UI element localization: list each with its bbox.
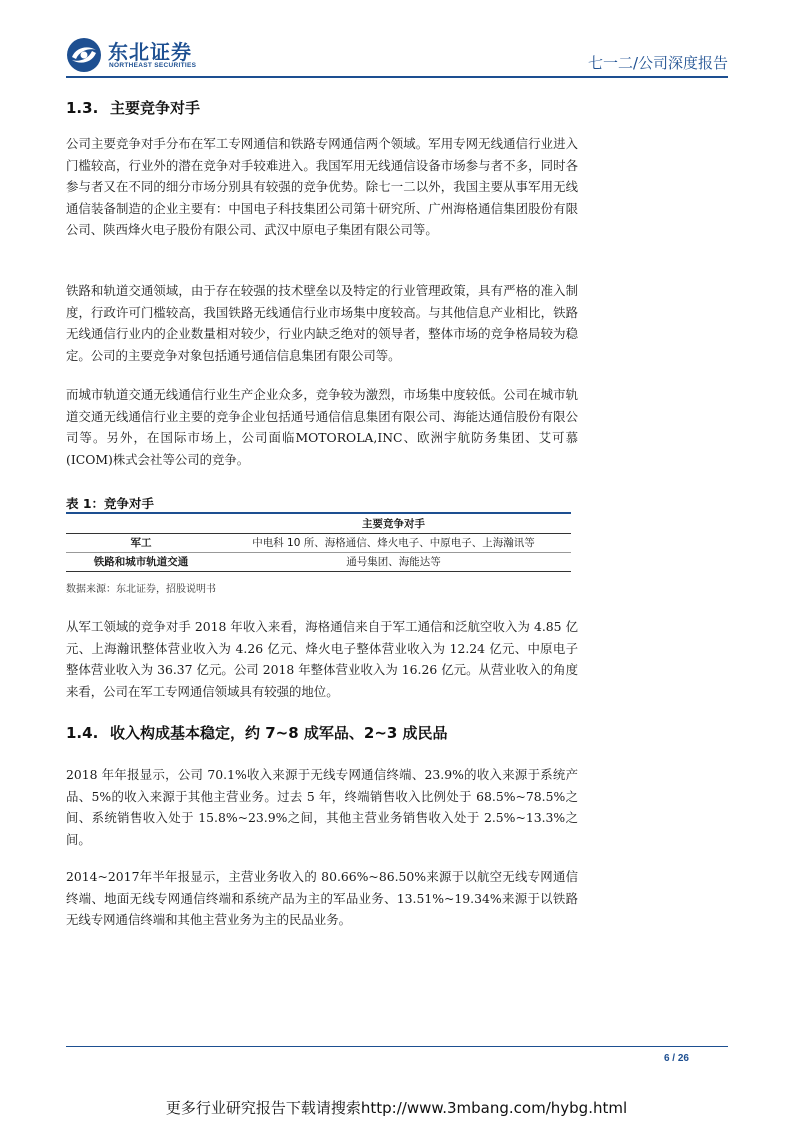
table-row xyxy=(66,533,571,552)
report-title: 七一二/公司深度报告 xyxy=(587,54,728,72)
row-value: 中电科 10 所、海格通信、烽火电子、中原电子、上海瀚讯等 xyxy=(216,533,571,552)
table-row xyxy=(66,552,571,571)
table-header-empty xyxy=(66,514,216,533)
table-title: 表 1：竞争对手 xyxy=(66,496,155,511)
row-label: 铁路和城市轨道交通 xyxy=(66,552,216,571)
section-number: 1.3. xyxy=(66,99,99,117)
footer-divider xyxy=(66,1046,728,1047)
logo-chinese-name: 东北证券 xyxy=(108,40,192,64)
company-logo xyxy=(66,34,236,74)
promo-link-text: 更多行业研究报告下载请搜索http://www.3mbang.com/hybg.html xyxy=(165,1099,628,1117)
paragraph-revenue-comparison: 从军工领域的竞争对手 2018 年收入来看，海格通信来自于军工通信和泛航空收入为 4.85 亿元、上海瀚讯整体营业收入为 4.26 亿元、烽火电子整体营业收入为 12.24 亿元、中原电子整体营业收入为 36.37 亿元。公司 2018 年整体营业收入为 16.26 亿元。从营业收入的角度来看，公司在军工专网通信领域具有较强的地位。 xyxy=(66,619,578,699)
table-header: 主要竞争对手 xyxy=(216,514,571,533)
paragraph-competitors-military: 公司主要竞争对手分布在军工专网通信和铁路专网通信两个领域。军用专网无线通信行业进入门槛较高，行业外的潜在竞争对手较难进入。我国军用无线通信设备市场参与者不多，同时各参与者又在不同的细分市场分别具有较强的竞争优势。除七一二以外，我国主要从事军用无线通信装备制造的企业主要有：中国电子科技集团公司第十研究所、广州海格通信集团股份有限公司、陕西烽火电子股份有限公司、武汉中原电子集团有限公司等。 xyxy=(66,136,578,237)
section-heading-1-4 xyxy=(66,722,448,743)
section-title: 主要竞争对手 xyxy=(110,99,201,117)
paragraph-revenue-2014-2017: 2014~2017年半年报显示，主营业务收入的 80.66%~86.50%来源于以航空无线专网通信终端、地面无线专网通信终端和系统产品为主的军品业务、13.51%~19.34%来源于以铁路无线专网通信终端和其他主营业务为主的民品业务。 xyxy=(66,869,578,927)
section-number: 1.4. xyxy=(66,724,99,742)
logo-english-name: NORTHEAST SECURITIES xyxy=(109,62,197,69)
page-header xyxy=(66,34,728,74)
header-divider xyxy=(66,76,728,78)
section-heading-1-3 xyxy=(66,97,200,118)
competitor-table xyxy=(66,514,571,572)
page-number: 6 / 26 xyxy=(663,1053,689,1064)
paragraph-revenue-2018: 2018 年年报显示，公司 70.1%收入来源于无线专网通信终端、23.9%的收入来源于系统产品、5%的收入来源于其他主营业务。过去 5 年，终端销售收入比例处于 68.5%~78.5%之间、系统销售收入处于 15.8%~23.9%之间，其他主营业务销售收入处于 2.5%~13.3%之间。 xyxy=(66,767,578,847)
northeast-securities-logo-icon xyxy=(66,37,102,73)
row-label: 军工 xyxy=(66,533,216,552)
paragraph-competitors-railway: 铁路和轨道交通领域，由于存在较强的技术壁垒以及特定的行业管理政策，具有严格的准入制度，行政许可门槛较高，我国铁路无线通信行业市场集中度较高。与其他信息产业相比，铁路无线通信行业内的企业数量相对较少，行业内缺乏绝对的领导者，整体市场的竞争格局较为稳定。公司的主要竞争对象包括通号通信信息集团有限公司等。 xyxy=(66,283,578,363)
paragraph-competitors-urban-rail: 而城市轨道交通无线通信行业生产企业众多，竞争较为激烈，市场集中度较低。公司在城市轨道交通无线通信行业主要的竞争企业包括通号通信信息集团有限公司、海能达通信股份有限公司等。另外，在国际市场上，公司面临MOTOROLA,INC、欧洲宇航防务集团、艾可慕(ICOM)株式会社等公司的竞争。 xyxy=(66,387,578,467)
table-source: 数据来源：东北证券，招股说明书 xyxy=(66,584,216,595)
section-title: 收入构成基本稳定，约 7~8 成军品、2~3 成民品 xyxy=(110,724,448,742)
row-value: 通号集团、海能达等 xyxy=(216,552,571,571)
